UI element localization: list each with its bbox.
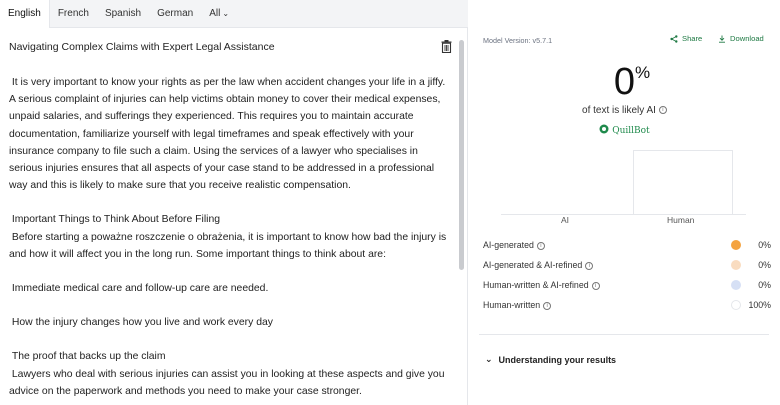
chevron-down-icon: ⌄ <box>222 8 230 18</box>
info-icon[interactable]: i <box>659 106 667 114</box>
legend-row-human-written-ai-refined <box>483 278 773 298</box>
language-tabbar <box>0 0 468 28</box>
legend-dot <box>731 240 741 250</box>
share-button[interactable] <box>670 34 702 43</box>
legend-value: 0% <box>758 260 771 270</box>
document-title: Navigating Complex Claims with Expert Legal Assistance <box>9 41 275 53</box>
likely-ai-text <box>469 105 780 116</box>
chart-label-human: Human <box>667 215 695 225</box>
legend-label: Human-written <box>483 300 541 310</box>
tab-all-label: All <box>209 7 221 19</box>
paragraph-medical-care: Immediate medical care and follow-up care are needed. <box>9 283 269 295</box>
legend-dot <box>731 300 741 310</box>
download-icon <box>718 35 726 43</box>
text-editor[interactable] <box>0 28 468 405</box>
paragraph-proof: The proof that backs up the claim Lawyers who deal with serious injuries can assist you in looking at these aspects and give you advice on the paperwork and methods you need to make your case stronger. <box>9 351 445 397</box>
percent-sign: % <box>634 63 651 82</box>
results-panel <box>469 28 780 405</box>
chart-baseline <box>501 214 746 215</box>
divider <box>479 334 769 335</box>
brand-logo <box>469 124 780 136</box>
brand-name: QuillBot <box>612 126 650 136</box>
chevron-down-icon: ⌄ <box>485 354 493 364</box>
scrollbar-thumb[interactable] <box>459 40 464 270</box>
ai-percentage <box>469 61 780 104</box>
paragraph-injury-changes: How the injury changes how you live and work every day <box>9 317 273 329</box>
legend-value: 100% <box>748 300 771 310</box>
legend <box>483 238 773 318</box>
legend-label: AI-generated <box>483 240 534 250</box>
ai-percentage-value: 0 <box>613 61 636 103</box>
download-button[interactable] <box>718 34 764 43</box>
legend-value: 0% <box>758 240 771 250</box>
download-label: Download <box>730 34 764 43</box>
legend-row-human-written <box>483 298 773 318</box>
info-icon[interactable]: i <box>543 302 551 310</box>
legend-row-ai-generated-ai-refined <box>483 258 773 278</box>
model-version: Model Version: v5.7.1 <box>483 36 553 45</box>
understanding-results-toggle[interactable] <box>485 354 616 365</box>
paragraph-important-things: Important Things to Think About Before Filing Before starting a poważne roszczenie o obrażenia, it is important to know how bad the injury is and how it will affect you in the long run. Some important things to think about are: <box>9 214 447 260</box>
info-icon[interactable]: i <box>592 282 600 290</box>
paragraph-intro: It is very important to know your rights as per the law when accident changes your life in a jiffy. A serious complaint of injuries can help victims obtain money to cover their medical expenses, unpaid salaries, and sufferings they experienced. This requires you to maintain accurate documentation, familiarize yourself with legal timeframes and speak effectively with your insurance company to file such a claim. Using the services of a lawyer who specialises in serious injuries ensures that all aspects of your case stand to be addressed in a professional way and this is likely to make sure that you receive realistic compensation. <box>9 77 448 192</box>
chart-label-ai: AI <box>561 215 570 225</box>
legend-value: 0% <box>758 280 771 290</box>
document-body[interactable] <box>9 74 449 400</box>
tab-all[interactable] <box>201 0 237 28</box>
likely-ai-label: of text is likely AI <box>582 105 656 116</box>
legend-row-ai-generated <box>483 238 773 258</box>
chart-bar-human <box>633 150 733 214</box>
share-icon <box>670 35 678 43</box>
tab-spanish[interactable]: Spanish <box>104 7 142 19</box>
quillbot-icon <box>599 124 609 134</box>
legend-dot <box>731 280 741 290</box>
legend-label: AI-generated & AI-refined <box>483 260 583 270</box>
understanding-results-label: Understanding your results <box>498 354 617 365</box>
info-icon[interactable]: i <box>585 262 593 270</box>
legend-dot <box>731 260 741 270</box>
share-label: Share <box>682 34 703 43</box>
tab-english[interactable]: English <box>0 0 50 28</box>
tab-german[interactable]: German <box>157 7 194 19</box>
info-icon[interactable]: i <box>537 242 545 250</box>
legend-label: Human-written & AI-refined <box>483 280 589 290</box>
tab-french[interactable]: French <box>57 7 89 19</box>
trash-icon[interactable] <box>441 40 452 53</box>
